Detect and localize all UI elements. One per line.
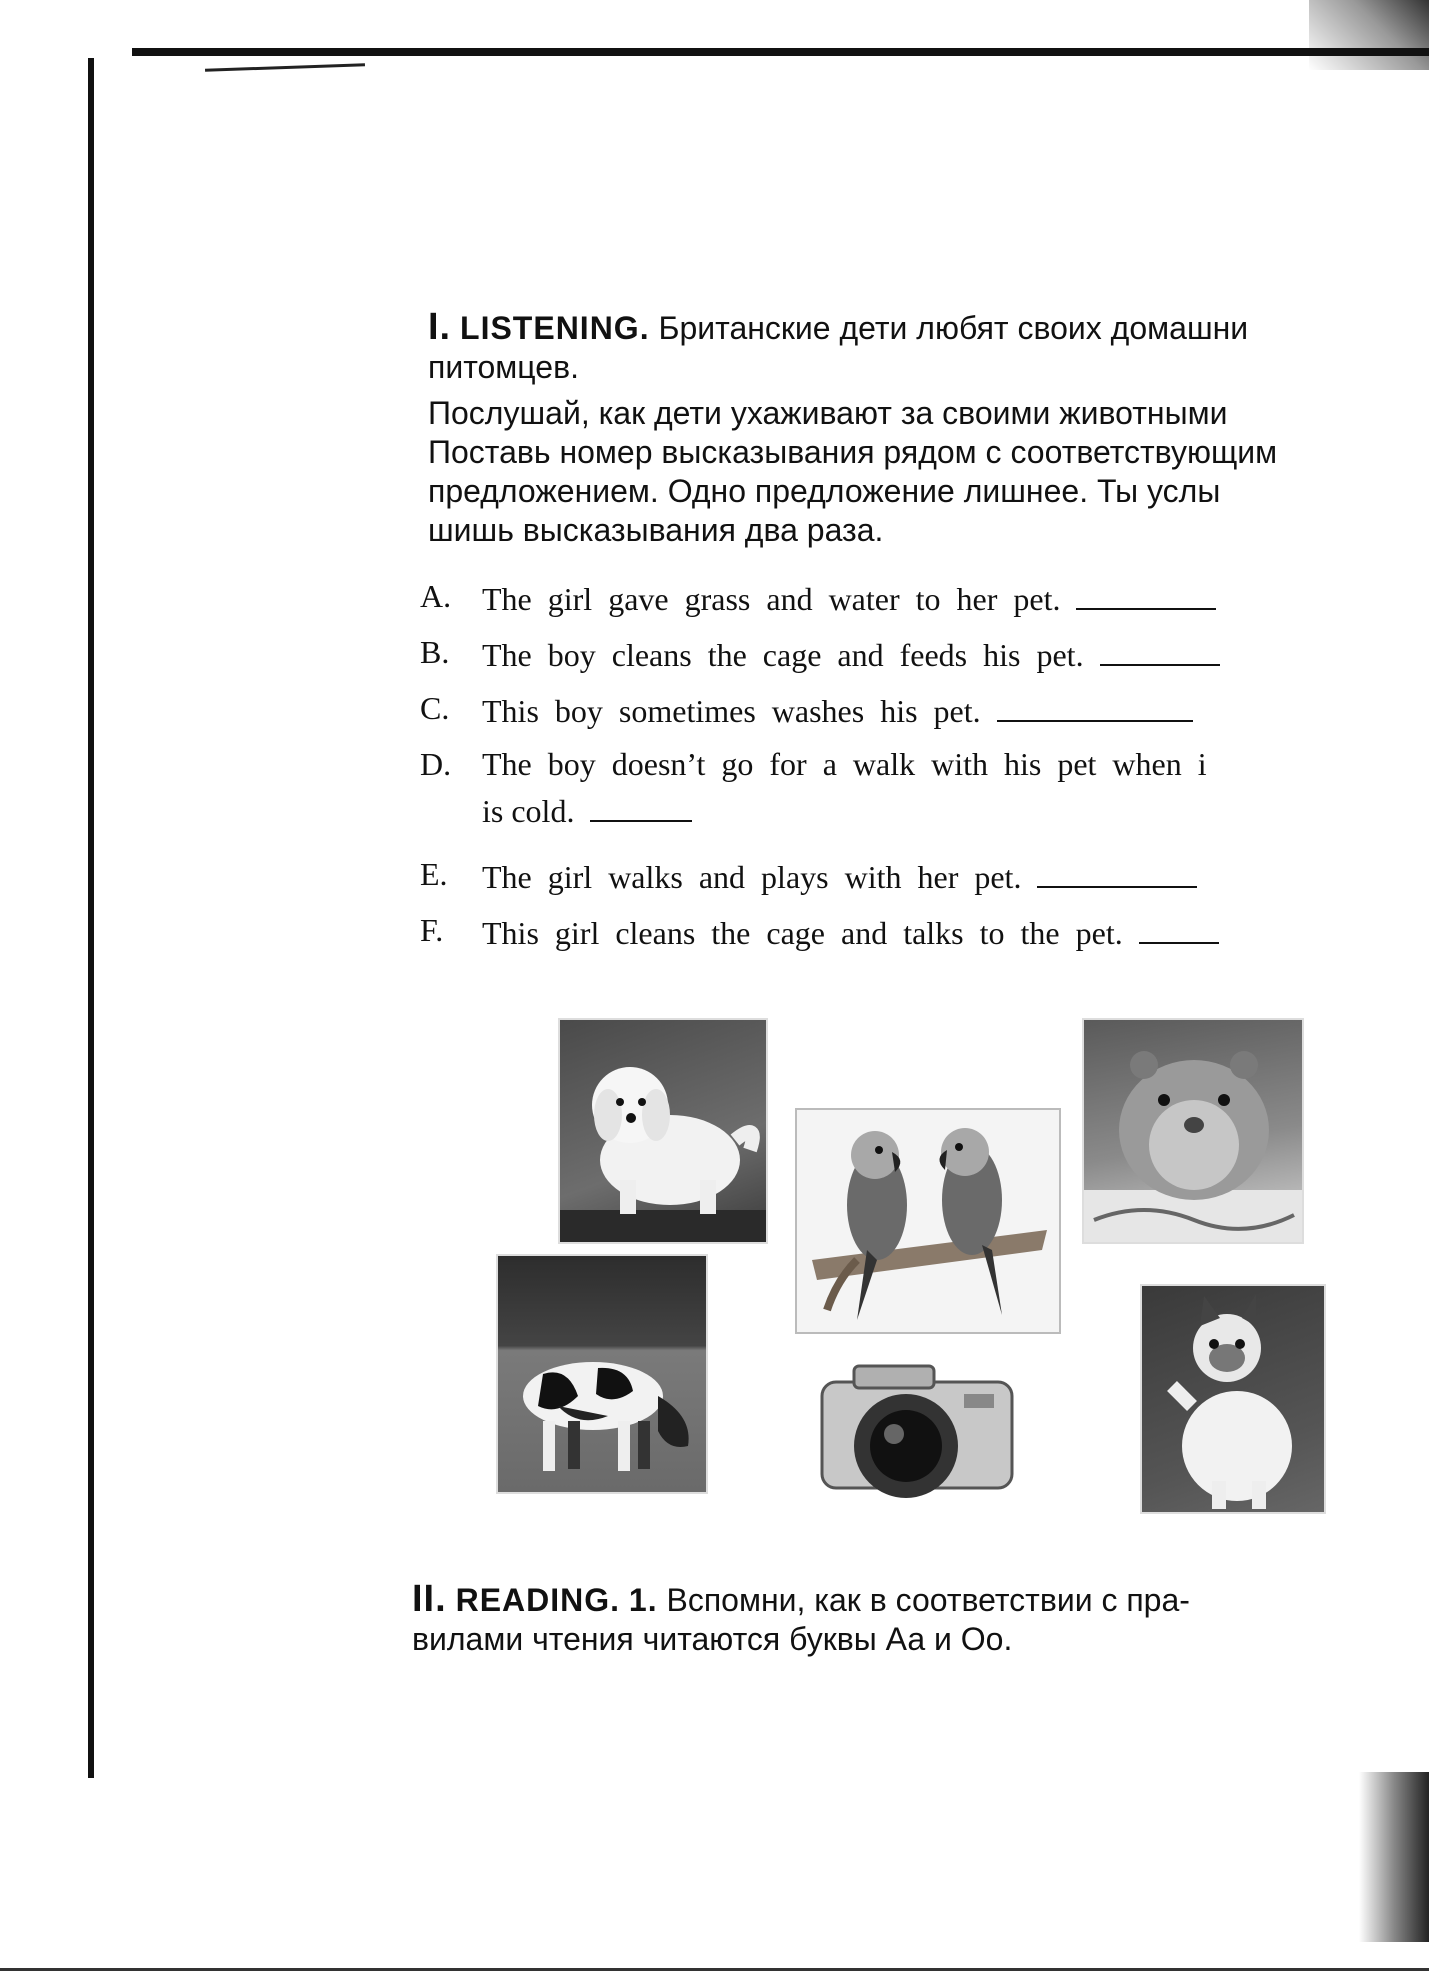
section-heading: READING. — [455, 1582, 621, 1618]
answer-blank[interactable] — [1139, 912, 1219, 944]
task-number: 1. — [628, 1582, 658, 1618]
listening-instruction-line-3: Послушай, как дети ухаживают за своими животными — [428, 395, 1228, 431]
instruction-text: Вспомни, как в соответствии с пра- — [666, 1582, 1190, 1618]
section-number: II. — [412, 1578, 447, 1620]
scan-shadow-bottom — [1359, 1772, 1429, 1942]
answer-blank[interactable] — [590, 790, 692, 822]
parrots-photo — [795, 1108, 1061, 1334]
parrot-icon — [797, 1110, 1059, 1332]
item-sentence: The boy cleans the cage and feeds his pet. — [482, 637, 1084, 673]
top-border-line — [132, 48, 1429, 56]
listening-instruction-line-5: предложением. Одно предложение лишнее. Ты услы — [428, 473, 1221, 509]
item-sentence: This boy sometimes washes his pet. — [482, 693, 981, 729]
answer-blank[interactable] — [1100, 634, 1220, 666]
cow-photo — [496, 1254, 708, 1494]
item-sentence: The girl gave grass and water to her pet. — [482, 581, 1061, 617]
item-text — [482, 578, 1216, 618]
listening-instruction-line-1 — [428, 308, 1429, 348]
answer-blank[interactable] — [1076, 578, 1216, 610]
listening-section — [428, 308, 1429, 550]
answer-blank[interactable] — [997, 690, 1193, 722]
reading-instruction-line-2: вилами чтения читаются буквы Аа и Оо. — [412, 1621, 1013, 1657]
answer-blank[interactable] — [1037, 856, 1197, 888]
item-letter: A. — [420, 578, 452, 614]
listening-instruction-line-6: шишь высказывания два раза. — [428, 512, 884, 548]
item-text — [482, 634, 1220, 674]
cat-photo — [1140, 1284, 1326, 1514]
item-letter: D. — [420, 746, 452, 782]
item-sentence: is cold. — [482, 793, 575, 829]
item-letter: C. — [420, 690, 450, 726]
item-letter: E. — [420, 856, 448, 892]
instruction-text: Британские дети любят своих домашни — [658, 310, 1249, 346]
section-heading: LISTENING. — [460, 310, 650, 346]
item-text — [482, 856, 1197, 896]
top-border-accent — [205, 63, 365, 72]
item-sentence: The girl walks and plays with her pet. — [482, 859, 1022, 895]
cow-icon — [498, 1256, 706, 1492]
list-item — [420, 690, 1429, 746]
bottom-border-line — [0, 1968, 1429, 1971]
cat-icon — [1142, 1286, 1324, 1512]
item-sentence: This girl cleans the cage and talks to the pet. — [482, 915, 1123, 951]
statements-list — [420, 578, 1429, 968]
listening-instruction-line-2: питомцев. — [428, 349, 579, 385]
left-border-line — [88, 58, 94, 1778]
camera-photo — [812, 1352, 1026, 1506]
item-text — [482, 912, 1219, 952]
reading-instruction-line-1 — [412, 1580, 1429, 1620]
item-letter: B. — [420, 634, 450, 670]
camera-icon — [814, 1354, 1024, 1504]
item-text-continued — [482, 790, 692, 830]
reading-section — [412, 1578, 1429, 1659]
list-item — [420, 912, 1429, 968]
hamster-photo — [1082, 1018, 1304, 1244]
list-item — [420, 746, 1429, 856]
item-text: The boy doesn’t go for a walk with his pet when i — [482, 746, 1207, 782]
section-number: I. — [428, 306, 452, 348]
item-text — [482, 690, 1193, 730]
dog-icon — [560, 1020, 766, 1242]
scan-shadow-top — [1309, 0, 1429, 70]
dog-photo — [558, 1018, 768, 1244]
hamster-icon — [1084, 1020, 1302, 1242]
item-letter: F. — [420, 912, 444, 948]
list-item — [420, 634, 1429, 690]
list-item — [420, 578, 1429, 634]
listening-instruction-line-4: Поставь номер высказывания рядом с соответствующим — [428, 434, 1278, 470]
list-item — [420, 856, 1429, 912]
